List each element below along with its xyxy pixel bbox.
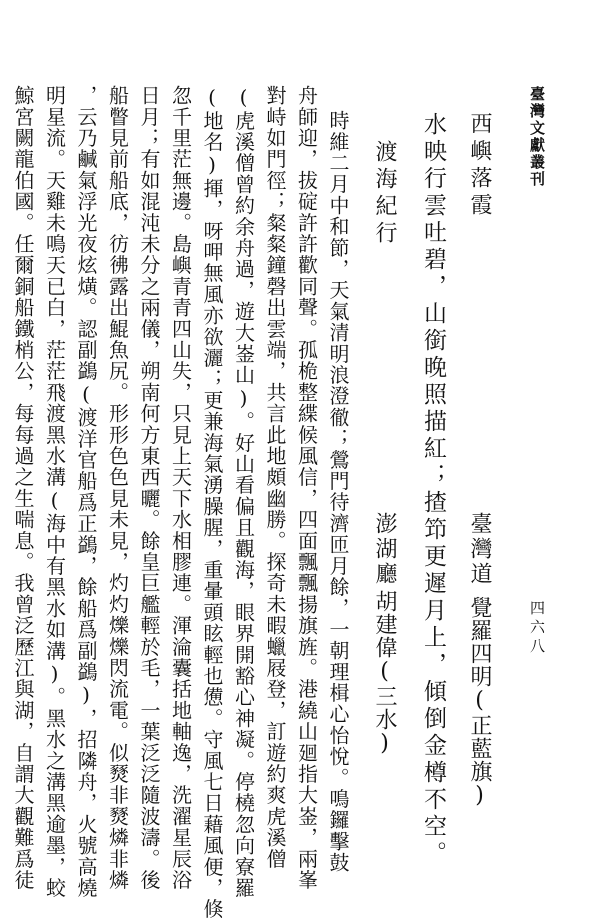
essay-column: 鯨宮闕龍伯國。任爾銅船鐵梢公，每每過之生喘息。我曾泛歷江與湖，自謂大觀難爲徒 bbox=[11, 85, 35, 891]
poem-author-place: 臺灣道 bbox=[467, 512, 492, 587]
essay-author-name: 胡建偉(三水) bbox=[372, 590, 397, 757]
essay-column: 日月；有如混沌未分之兩儀，朔南何方東西曬。餘皇巨艦輕於毛，一葉泛泛隨波濤。後 bbox=[137, 85, 161, 891]
essay-column: (虎溪僧曾約余舟過，遊大崟山)。好山看偏且觀海，眼界開豁心神凝。停橈忽向寮羅 bbox=[231, 85, 256, 899]
poem-title: 西嶼落霞 bbox=[467, 112, 492, 220]
essay-column: 忽千里茫無邊。島嶼青青四山失，只見上天下水相膠連。渾淪囊括地軸逸，洗濯星辰浴 bbox=[168, 85, 193, 891]
essay-column: (地名)揮，呀呷無風亦欲灑；更兼海氣湧臊腥，重暈頭眩輕也憊。守風七日藉風便，倏 bbox=[200, 85, 224, 920]
essay-author-place: 澎湖廳 bbox=[372, 512, 397, 587]
poem-text: 水映行雲吐碧，山銜晚照描紅；揸笻更遲月上，傾倒金樽不空。 bbox=[420, 112, 446, 868]
poem-author-name: 覺羅四明(正藍旗) bbox=[467, 596, 492, 809]
essay-column: ，云乃鹹氣浮光夜炫熿。認副鷁(渡洋官船爲正鷁，餘船爲副鷁)，招隣舟，火號高燒 bbox=[74, 85, 98, 899]
essay-column: 舟師迎，拔碇許許歡同聲。孤桅整緤候風信，四面飄飄揚旗旌。港繞山廻指大崟，兩峯 bbox=[294, 85, 319, 891]
series-title: 臺灣文獻叢刊 bbox=[528, 86, 546, 188]
essay-column: 對峙如門徑；粲粲鐘磬出雲端，共言此地頗幽勝。探奇未暇蠟屐登，訂遊約爽虎溪僧 bbox=[263, 85, 287, 870]
essay-column: 船瞥見前船底，彷彿露出鯤魚尻。形形色色見未見，灼灼爍爍閃流電。似燹非燹燐非燐 bbox=[105, 85, 130, 891]
essay-column: 時維二月中和節，天氣清明浪澄徹；鶯門待濟匝月餘，一朝理楫心怡悅。鳴鑼擊鼓 bbox=[326, 110, 350, 874]
essay-column: 明星流。天雞未鳴天已白，茫茫飛渡黑水溝(海中有黑水如溝)。黑水之溝黑逾墨，蛟 bbox=[42, 85, 67, 899]
essay-title: 渡海紀行 bbox=[372, 140, 397, 248]
page-number: 四六八 bbox=[528, 600, 546, 657]
